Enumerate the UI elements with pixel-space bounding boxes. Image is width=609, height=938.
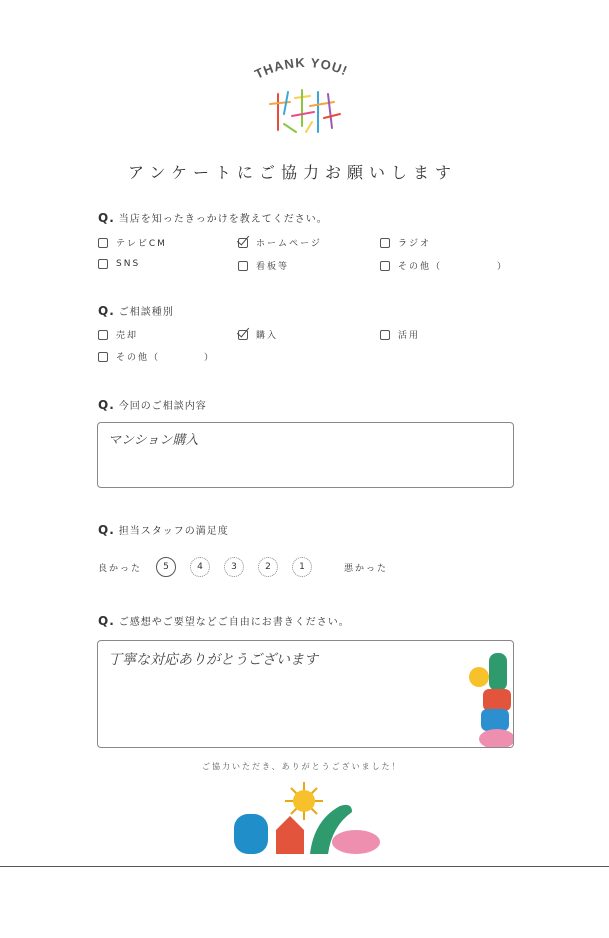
mascot-stack-illustration [467, 647, 513, 747]
q-mark: Q. [98, 614, 115, 628]
option-label: ホームページ [256, 239, 322, 249]
satisfaction-rating[interactable] [98, 557, 388, 577]
logo-text: THANK YOU! [252, 54, 351, 82]
option-label: 購入 [256, 331, 279, 341]
question-text: ご相談種別 [118, 307, 174, 318]
question-consult-type [98, 303, 174, 318]
rating-good-label: 良かった [98, 563, 143, 574]
checkbox[interactable] [238, 261, 248, 271]
option-sns[interactable] [98, 259, 140, 269]
consult-content-answer[interactable] [97, 422, 514, 488]
rating-1[interactable]: 1 [292, 557, 312, 577]
option-label: その他（ ） [116, 353, 216, 363]
checkbox[interactable] [98, 238, 108, 248]
q-mark: Q. [98, 398, 115, 412]
q-mark: Q. [98, 523, 115, 537]
checkbox-checked[interactable] [238, 330, 248, 340]
checkbox[interactable] [380, 238, 390, 248]
question-comments [98, 613, 350, 628]
option-label: テレビCM [116, 239, 167, 249]
checkbox[interactable] [98, 352, 108, 362]
handwritten-comment: 丁寧な対応ありがとうございます [108, 652, 318, 668]
option-label: 活用 [398, 331, 421, 341]
thank-you-logo [240, 52, 370, 142]
option-other-2[interactable] [98, 350, 215, 363]
rating-5[interactable]: 5 [156, 557, 176, 577]
question-text: ご感想やご要望などご自由にお書きください。 [118, 617, 350, 628]
option-label: SNS [116, 259, 141, 269]
svg-text:THANK YOU! [252, 55, 350, 82]
checkbox-checked[interactable] [238, 238, 248, 248]
option-tvcm[interactable] [98, 236, 167, 249]
comments-answer[interactable] [97, 640, 514, 748]
page-bottom-rule [0, 866, 609, 867]
option-buy[interactable] [238, 328, 278, 341]
question-text: 今回のご相談内容 [118, 401, 207, 412]
handwritten-answer: マンション購入 [108, 433, 199, 448]
checkbox[interactable] [98, 330, 108, 340]
checkbox[interactable] [380, 330, 390, 340]
option-label: 看板等 [256, 262, 290, 272]
option-use[interactable] [380, 328, 420, 341]
rating-bad-label: 悪かった [344, 563, 389, 574]
question-text: 当店を知ったきっかけを教えてください。 [118, 214, 328, 225]
question-how-found-us [98, 210, 328, 225]
q-mark: Q. [98, 304, 115, 318]
option-label: 売却 [116, 331, 139, 341]
question-consult-content [98, 397, 207, 412]
thanks-message: ご協力いただき、ありがとうございました！ [202, 762, 402, 771]
option-other[interactable] [380, 259, 508, 272]
question-staff-satisfaction [98, 522, 229, 537]
option-label: ラジオ [398, 239, 432, 249]
option-signboard[interactable] [238, 259, 289, 272]
option-radio[interactable] [380, 236, 431, 249]
option-homepage[interactable] [238, 236, 322, 249]
rating-2[interactable]: 2 [258, 557, 278, 577]
question-text: 担当スタッフの満足度 [118, 526, 229, 537]
option-sell[interactable] [98, 328, 138, 341]
page-title: アンケートにご協力お願いします [128, 163, 458, 182]
rating-3[interactable]: 3 [224, 557, 244, 577]
checkbox[interactable] [98, 259, 108, 269]
mascots-illustration [228, 780, 388, 856]
rating-4[interactable]: 4 [190, 557, 210, 577]
checkbox[interactable] [380, 261, 390, 271]
option-label: その他（ ） [398, 262, 509, 272]
q-mark: Q. [98, 211, 115, 225]
